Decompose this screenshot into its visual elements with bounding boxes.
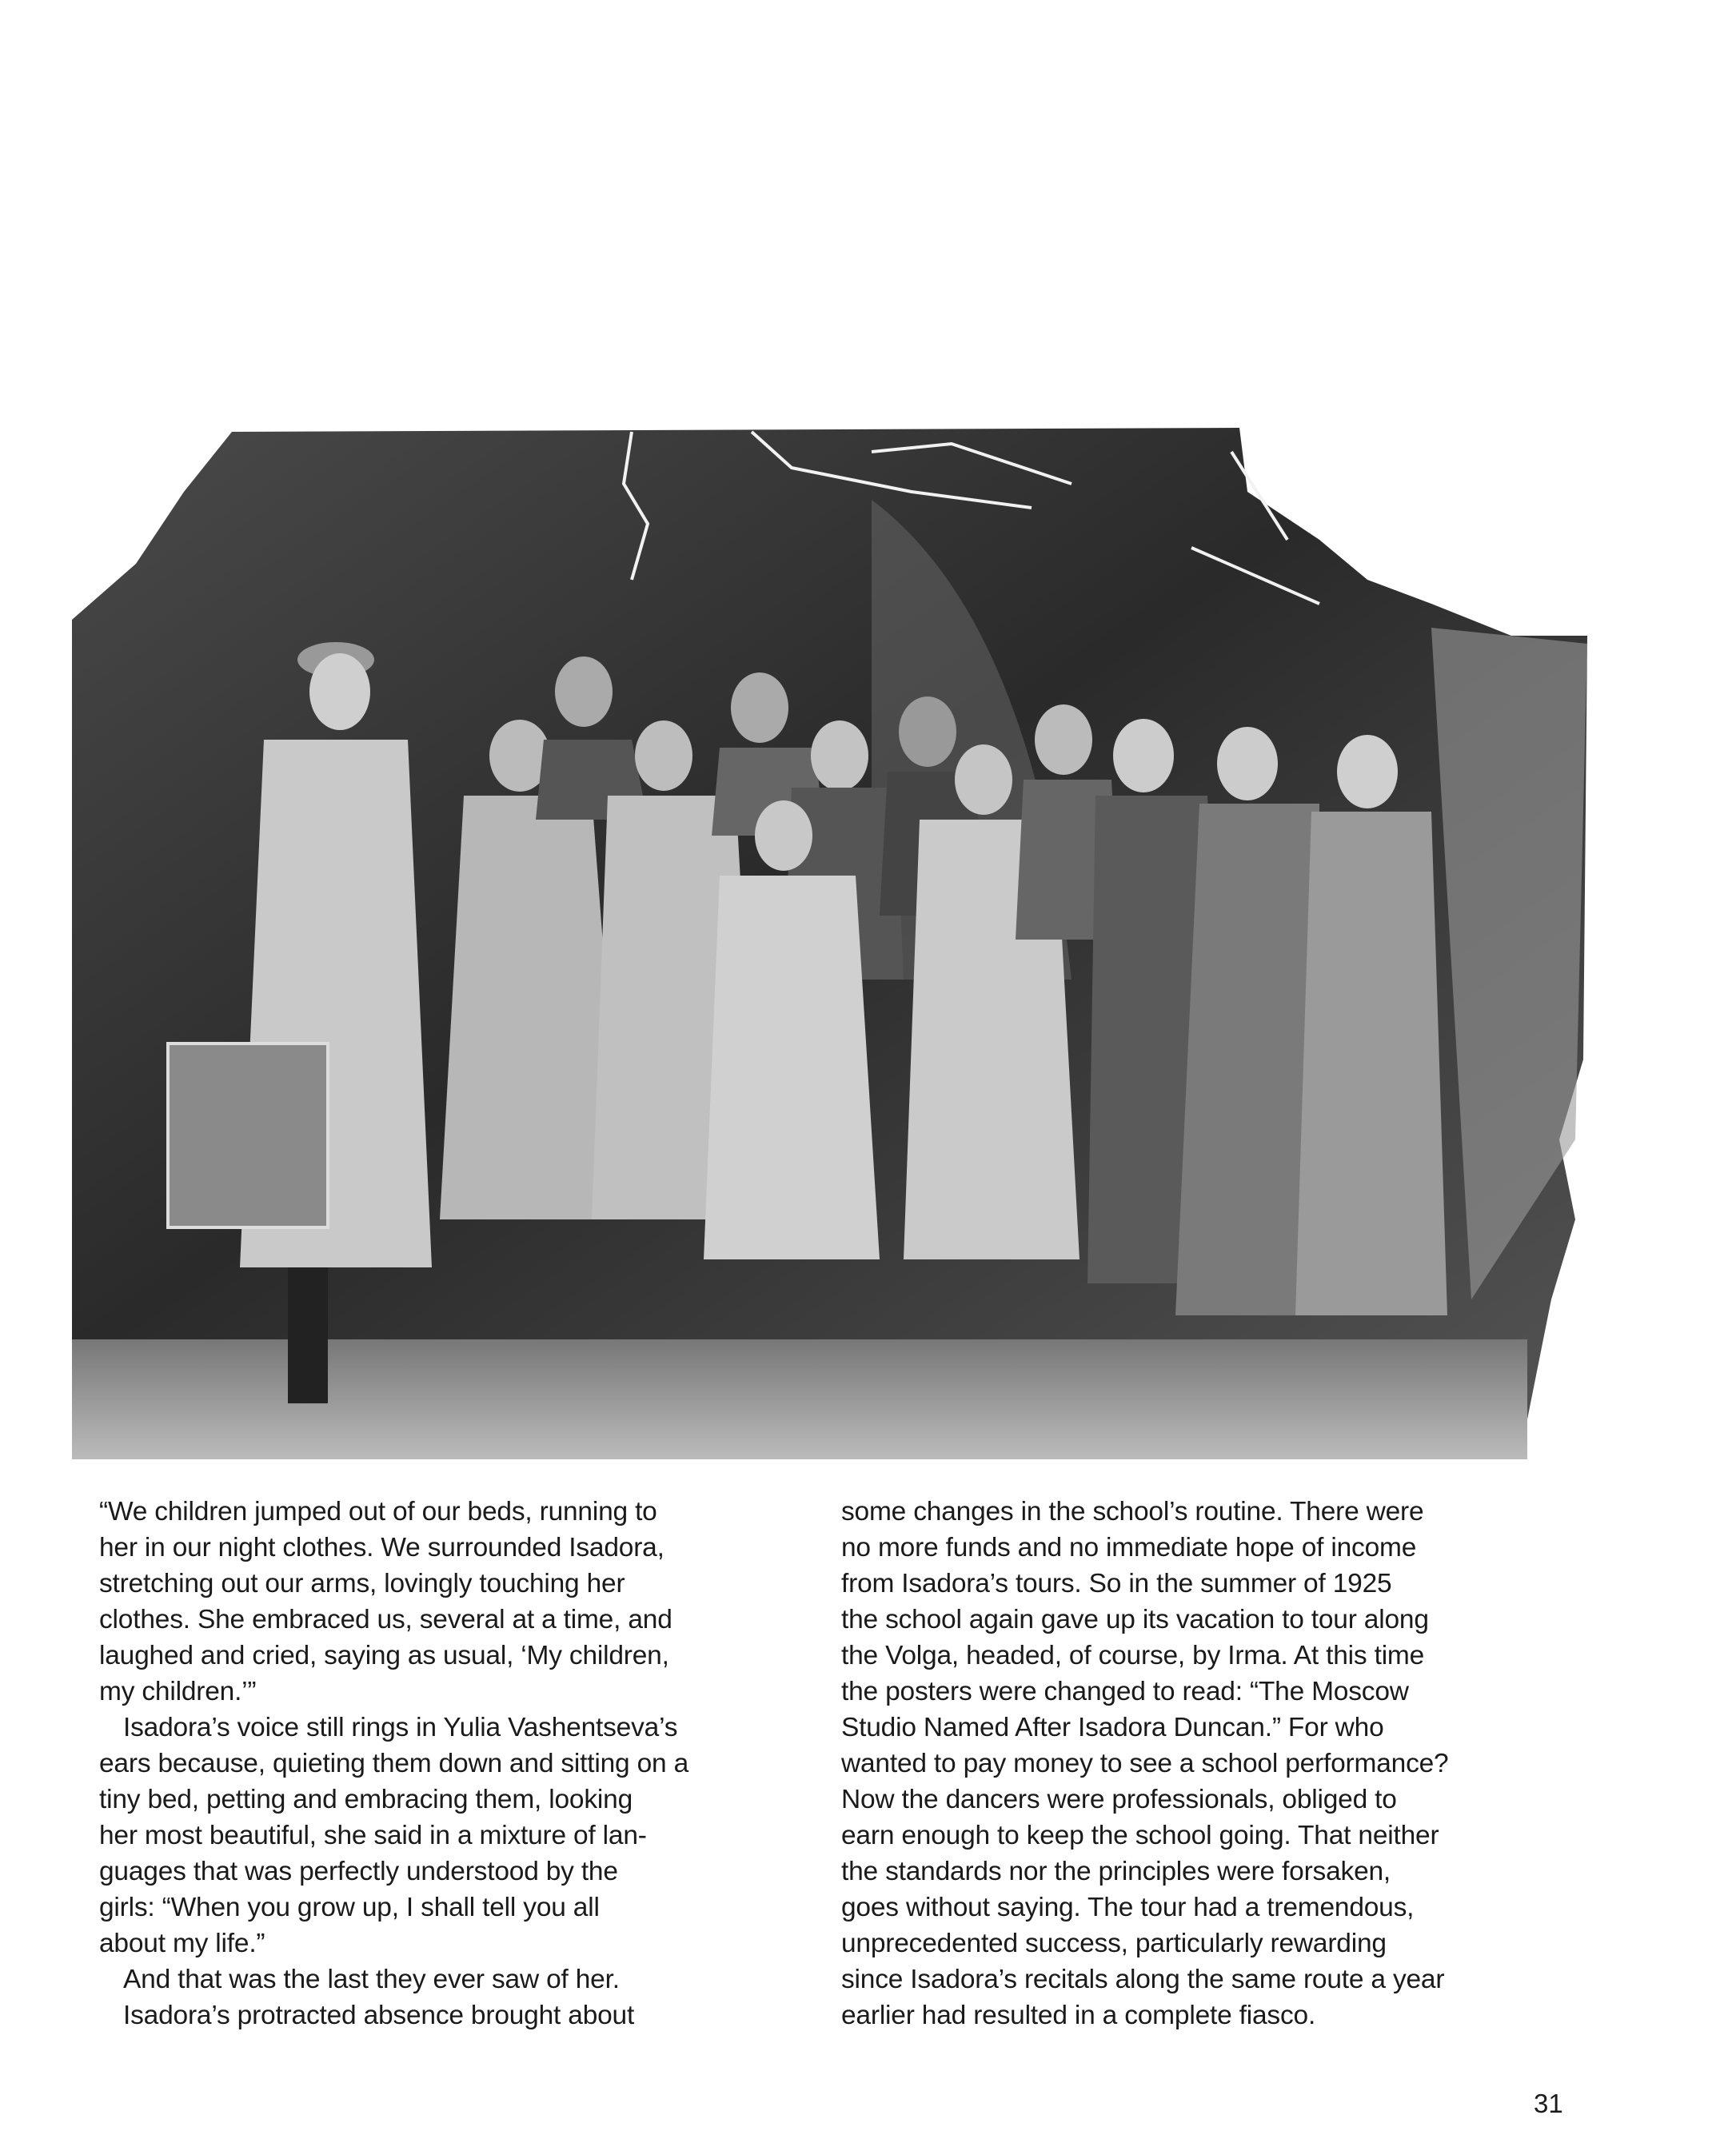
text-line: the standards nor the principles were forsaken,: [841, 1857, 1391, 1886]
text-line: the Volga, headed, of course, by Irma. At this time: [841, 1641, 1425, 1670]
text-line: unprecedented success, particularly rewarding: [841, 1929, 1387, 1958]
text-line: Now the dancers were professionals, obliged to: [841, 1785, 1397, 1814]
text-line: some changes in the school’s routine. There were: [841, 1497, 1424, 1526]
text-line: girls: “When you grow up, I shall tell you all: [99, 1893, 600, 1922]
right-text-column: [841, 1494, 1585, 2033]
page-number: 31: [1534, 2089, 1563, 2118]
text-line: the posters were changed to read: “The Moscow: [841, 1677, 1409, 1706]
text-line: her most beautiful, she said in a mixture of lan-: [99, 1821, 647, 1850]
text-line: stretching out our arms, lovingly touching her: [99, 1569, 625, 1598]
text-line: from Isadora’s tours. So in the summer of 1925: [841, 1569, 1392, 1598]
group-photo-illustration: [72, 420, 1587, 1459]
text-line: tiny bed, petting and embracing them, looking: [99, 1785, 633, 1814]
text-line: And that was the last they ever saw of her.: [123, 1965, 620, 1994]
text-line: laughed and cried, saying as usual, ‘My children,: [99, 1641, 669, 1670]
text-line: “We children jumped out of our beds, running to: [99, 1497, 657, 1526]
text-line: her in our night clothes. We surrounded Isadora,: [99, 1533, 664, 1562]
text-line: Isadora’s protracted absence brought about: [123, 2001, 635, 2030]
text-line: ears because, quieting them down and sitting on a: [99, 1749, 688, 1778]
text-line: earlier had resulted in a complete fiasco.: [841, 2001, 1316, 2030]
text-line: Isadora’s voice still rings in Yulia Vashentseva’s: [123, 1713, 678, 1742]
text-line: wanted to pay money to see a school performance?: [841, 1749, 1449, 1778]
text-line: since Isadora’s recitals along the same route a year: [841, 1965, 1445, 1994]
text-line: guages that was perfectly understood by the: [99, 1857, 618, 1886]
text-line: the school again gave up its vacation to tour along: [841, 1605, 1429, 1634]
archival-group-photo: [72, 420, 1587, 1459]
text-line: earn enough to keep the school going. That neither: [841, 1821, 1439, 1850]
text-line: about my life.”: [99, 1929, 265, 1958]
text-line: my children.’”: [99, 1677, 257, 1706]
text-line: no more funds and no immediate hope of income: [841, 1533, 1417, 1562]
text-line: Studio Named After Isadora Duncan.” For who: [841, 1713, 1384, 1742]
text-line: clothes. She embraced us, several at a time, and: [99, 1605, 672, 1634]
text-line: goes without saying. The tour had a tremendous,: [841, 1893, 1415, 1922]
left-text-column: [99, 1494, 803, 2033]
